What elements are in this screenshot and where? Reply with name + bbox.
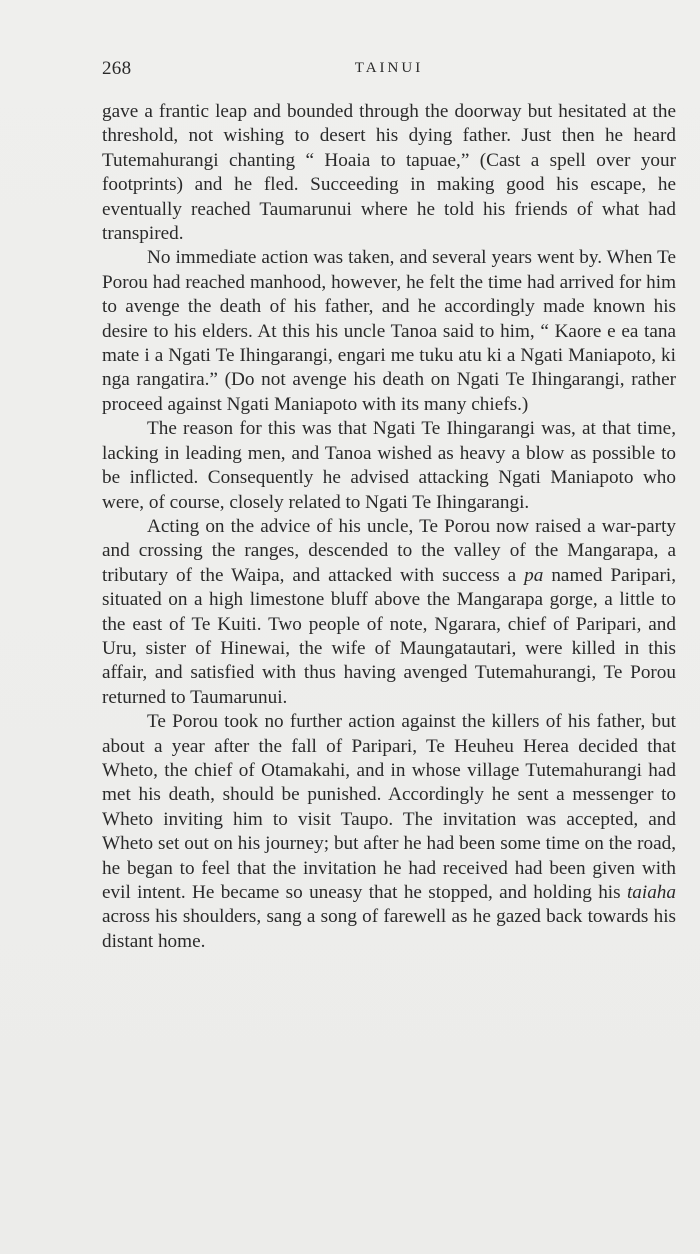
paragraph-3 xyxy=(102,417,676,515)
paragraph-5-text-a: Te Porou took no further action against the killers of his father, but about a year after the fall of Paripari, Te Heuheu Herea decided that Wheto, the chief of Otamakahi, and in whose village Tutemahurangi had met his death, should be punished. Accordingly he sent a messenger to Wheto inviting him to visit Taupo. The invitation was accepted, and Wheto set out on his journey; but after he had been some time on the road, he began to feel that the invitation he had received had been given with evil intent. He became so uneasy that he stopped, and holding his xyxy=(102,711,676,903)
paragraph-1-text: gave a frantic leap and bounded through the doorway but hesitated at the threshold, not wishing to desert his dying father. Just then he heard Tutemahurangi chanting “ Hoaia to tapuae,” (Cast a spell over your footprints) and he fled. Succeeding in making good his escape, he eventually reached Taumarunui where he told his friends of what had transpired. xyxy=(102,101,676,245)
paragraph-4-text-b: named Paripari, situated on a high limestone bluff above the Mangarapa gorge, a little to the east of Te Kuiti. Two people of note, Ngarara, chief of Paripari, and Uru, sister of Hinewai, the wife of Maungatautari, were killed in this affair, and satisfied with thus having avenged Tutemahurangi, Te Porou returned to Taumarunui. xyxy=(102,564,676,708)
paragraph-2 xyxy=(102,246,676,417)
paragraph-5 xyxy=(102,710,676,954)
paragraph-4-text-a: Acting on the advice of his uncle, Te Porou now raised a war-party and crossing the ranges, descended to the valley of the Mangarapa, a tributary of the Waipa, and attacked with success a xyxy=(102,515,676,586)
paragraph-4 xyxy=(102,515,676,710)
paragraph-1 xyxy=(102,100,676,246)
paragraph-5-text-b: across his shoulders, sang a song of farewell as he gazed back towards his distant home. xyxy=(102,906,676,952)
page-header xyxy=(102,58,676,84)
paragraph-4-italic-pa: pa xyxy=(524,564,544,586)
running-head: TAINUI xyxy=(354,60,424,76)
paragraph-5-italic-taiaha: taiaha xyxy=(626,882,676,903)
paragraph-2-text: No immediate action was taken, and several years went by. When Te Porou had reached manhood, however, he felt the time had arrived for him to avenge the death of his father, and he accordingly made known his desire to his elders. At this his uncle Tanoa said to him, “ Kaore e ea tana mate i a Ngati Te Ihingarangi, engari me tuku atu ki a Ngati Maniapoto, ki nga rangatira.” (Do not avenge his death on Ngati Te Ihingarangi, rather proceed against Ngati Maniapoto with its many chiefs.) xyxy=(102,247,676,415)
paragraph-3-text: The reason for this was that Ngati Te Ihingarangi was, at that time, lacking in leading men, and Tanoa wished as heavy a blow as possible to be inflicted. Consequently he advised attacking Ngati Maniapoto who were, of course, closely related to Ngati Te Ihingarangi. xyxy=(102,418,676,513)
body-text xyxy=(102,100,676,954)
page-number: 268 xyxy=(102,58,132,79)
